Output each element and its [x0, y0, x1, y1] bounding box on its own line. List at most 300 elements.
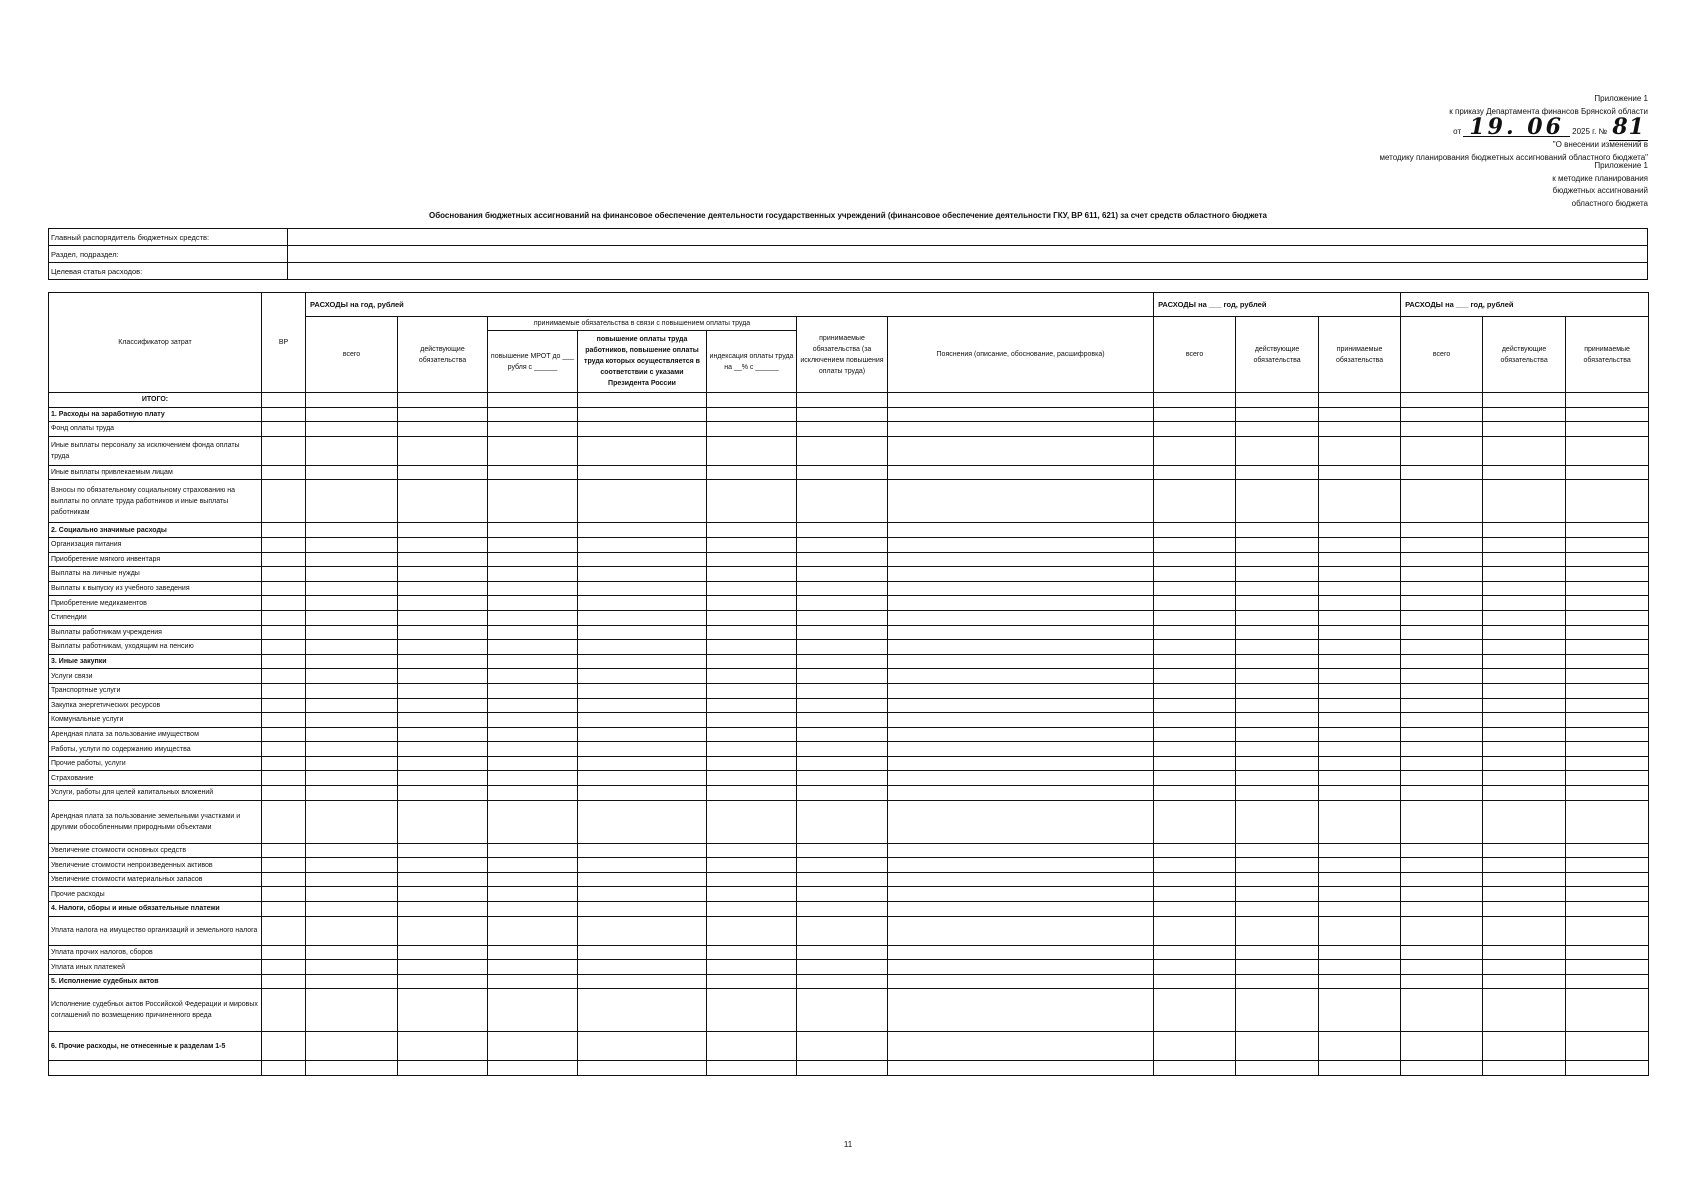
- table-row: [49, 974, 1649, 989]
- table-cell: [488, 916, 578, 945]
- table-cell: [306, 771, 398, 786]
- table-cell: [398, 756, 488, 771]
- table-cell: [1566, 843, 1649, 858]
- table-cell: [888, 858, 1154, 873]
- table-cell: [1566, 945, 1649, 960]
- table-cell: [1319, 756, 1401, 771]
- table-cell: [707, 902, 797, 917]
- row-label: Работы, услуги по содержанию имущества: [49, 742, 262, 757]
- table-cell: [262, 523, 306, 538]
- table-cell: [1154, 610, 1236, 625]
- table-cell: [1154, 640, 1236, 655]
- table-cell: [888, 727, 1154, 742]
- table-cell: [1401, 756, 1483, 771]
- table-cell: [578, 480, 707, 523]
- table-cell: [1401, 1032, 1483, 1061]
- table-cell: [488, 843, 578, 858]
- table-row: [49, 1061, 1649, 1076]
- table-cell: [398, 887, 488, 902]
- table-row: [49, 843, 1649, 858]
- header-presidential: повышение оплаты труда работников, повышение оплаты труда которых осуществляется в соответствии с указами Президента России: [578, 331, 707, 393]
- table-cell: [888, 756, 1154, 771]
- table-cell: [1154, 989, 1236, 1032]
- table-cell: [888, 610, 1154, 625]
- table-cell: [707, 843, 797, 858]
- table-cell: [578, 771, 707, 786]
- table-cell: [1401, 552, 1483, 567]
- row-label: Выплаты работникам, уходящим на пенсию: [49, 640, 262, 655]
- table-cell: [488, 537, 578, 552]
- table-cell: [1236, 945, 1319, 960]
- table-cell: [1154, 683, 1236, 698]
- table-cell: [1401, 393, 1483, 408]
- table-cell: [262, 786, 306, 801]
- table-cell: [488, 581, 578, 596]
- table-cell: [1236, 537, 1319, 552]
- row-label: Прочие работы, услуги: [49, 756, 262, 771]
- table-cell: [1154, 843, 1236, 858]
- table-cell: [488, 465, 578, 480]
- table-cell: [1401, 1061, 1483, 1076]
- table-cell: [797, 800, 888, 843]
- table-cell: [398, 683, 488, 698]
- table-cell: [1319, 567, 1401, 582]
- table-cell: [1401, 698, 1483, 713]
- table-cell: [1566, 1032, 1649, 1061]
- table-cell: [1401, 887, 1483, 902]
- table-row: [49, 422, 1649, 437]
- table-row: [49, 698, 1649, 713]
- table-cell: [1483, 1032, 1566, 1061]
- table-cell: [1319, 786, 1401, 801]
- table-cell: [1154, 465, 1236, 480]
- table-cell: [488, 727, 578, 742]
- table-cell: [1483, 713, 1566, 728]
- table-cell: [262, 552, 306, 567]
- table-cell: [488, 654, 578, 669]
- table-cell: [488, 596, 578, 611]
- row-label: 1. Расходы на заработную плату: [49, 407, 262, 422]
- table-cell: [1319, 610, 1401, 625]
- table-cell: [1483, 537, 1566, 552]
- table-cell: [1483, 436, 1566, 465]
- table-cell: [398, 800, 488, 843]
- table-cell: [707, 596, 797, 611]
- table-cell: [1566, 581, 1649, 596]
- table-cell: [578, 872, 707, 887]
- table-cell: [707, 858, 797, 873]
- table-cell: [1401, 916, 1483, 945]
- table-cell: [578, 960, 707, 975]
- header-vr: ВР: [262, 293, 306, 393]
- table-cell: [1401, 625, 1483, 640]
- table-cell: [398, 610, 488, 625]
- appendix-methodology-line2: к методике планирования: [1552, 173, 1648, 183]
- table-cell: [797, 945, 888, 960]
- row-label: Страхование: [49, 771, 262, 786]
- table-cell: [797, 713, 888, 728]
- table-cell: [1401, 960, 1483, 975]
- table-row: [49, 887, 1649, 902]
- table-cell: [1483, 567, 1566, 582]
- table-row: [49, 960, 1649, 975]
- table-cell: [707, 786, 797, 801]
- row-label: 3. Иные закупки: [49, 654, 262, 669]
- table-cell: [1154, 654, 1236, 669]
- table-cell: [1154, 960, 1236, 975]
- table-cell: [398, 843, 488, 858]
- table-cell: [262, 771, 306, 786]
- table-cell: [306, 742, 398, 757]
- table-cell: [488, 872, 578, 887]
- table-cell: [1566, 858, 1649, 873]
- table-cell: [707, 625, 797, 640]
- table-cell: [888, 669, 1154, 684]
- table-cell: [1236, 698, 1319, 713]
- table-cell: [262, 974, 306, 989]
- table-cell: [797, 596, 888, 611]
- table-cell: [797, 1061, 888, 1076]
- table-cell: [1483, 989, 1566, 1032]
- table-cell: [1483, 960, 1566, 975]
- header-expenses-year-3: РАСХОДЫ на ___ год, рублей: [1401, 293, 1649, 317]
- table-cell: [262, 567, 306, 582]
- table-cell: [306, 596, 398, 611]
- table-cell: [888, 872, 1154, 887]
- table-cell: [797, 742, 888, 757]
- table-cell: [1154, 756, 1236, 771]
- table-cell: [1483, 552, 1566, 567]
- table-row: [49, 902, 1649, 917]
- table-cell: [262, 393, 306, 408]
- table-cell: [1154, 393, 1236, 408]
- table-cell: [262, 742, 306, 757]
- table-cell: [306, 552, 398, 567]
- table-cell: [1401, 654, 1483, 669]
- table-cell: [1566, 698, 1649, 713]
- table-cell: [306, 916, 398, 945]
- info-label-manager: Главный распорядитель бюджетных средств:: [49, 229, 288, 246]
- table-cell: [398, 596, 488, 611]
- table-cell: [1236, 843, 1319, 858]
- table-cell: [306, 872, 398, 887]
- table-cell: [488, 786, 578, 801]
- row-label: Приобретение медикаментов: [49, 596, 262, 611]
- table-cell: [1566, 465, 1649, 480]
- table-cell: [707, 800, 797, 843]
- table-cell: [488, 756, 578, 771]
- table-cell: [306, 407, 398, 422]
- table-cell: [1483, 902, 1566, 917]
- table-cell: [306, 858, 398, 873]
- table-cell: [1236, 742, 1319, 757]
- table-cell: [306, 393, 398, 408]
- table-cell: [1319, 669, 1401, 684]
- handwritten-date: 19. 06: [1463, 118, 1570, 137]
- info-value-cell: [288, 263, 1648, 280]
- info-row: [49, 263, 1648, 280]
- table-cell: [1401, 465, 1483, 480]
- table-cell: [1319, 1032, 1401, 1061]
- table-cell: [1154, 436, 1236, 465]
- table-cell: [707, 945, 797, 960]
- table-cell: [1566, 989, 1649, 1032]
- table-cell: [707, 771, 797, 786]
- table-cell: [1319, 945, 1401, 960]
- table-cell: [1401, 480, 1483, 523]
- table-cell: [1566, 407, 1649, 422]
- table-cell: [797, 786, 888, 801]
- table-cell: [1154, 713, 1236, 728]
- table-cell: [488, 800, 578, 843]
- appendix-methodology-block: [1552, 160, 1648, 210]
- table-cell: [707, 523, 797, 538]
- table-cell: [578, 1061, 707, 1076]
- row-label: Транспортные услуги: [49, 683, 262, 698]
- table-cell: [1319, 523, 1401, 538]
- table-cell: [1236, 625, 1319, 640]
- table-cell: [707, 887, 797, 902]
- table-cell: [578, 742, 707, 757]
- table-cell: [797, 669, 888, 684]
- table-cell: [306, 683, 398, 698]
- table-cell: [488, 742, 578, 757]
- table-cell: [707, 552, 797, 567]
- budget-table: [48, 292, 1649, 1076]
- table-cell: [707, 916, 797, 945]
- table-cell: [1483, 480, 1566, 523]
- table-cell: [797, 407, 888, 422]
- table-cell: [262, 465, 306, 480]
- table-cell: [306, 625, 398, 640]
- table-cell: [1319, 771, 1401, 786]
- table-cell: [797, 654, 888, 669]
- table-cell: [1401, 669, 1483, 684]
- table-cell: [1401, 727, 1483, 742]
- appendix-order-title: Приложение 1: [1594, 94, 1648, 103]
- table-cell: [1401, 974, 1483, 989]
- table-cell: [1566, 669, 1649, 684]
- table-cell: [888, 902, 1154, 917]
- table-cell: [797, 698, 888, 713]
- table-cell: [578, 727, 707, 742]
- page-number: 11: [843, 1140, 853, 1149]
- table-cell: [1319, 436, 1401, 465]
- table-cell: [262, 887, 306, 902]
- table-cell: [1319, 640, 1401, 655]
- table-cell: [262, 756, 306, 771]
- table-cell: [306, 786, 398, 801]
- table-cell: [797, 625, 888, 640]
- header-total-3: всего: [1401, 317, 1483, 393]
- table-cell: [578, 989, 707, 1032]
- table-cell: [398, 625, 488, 640]
- table-cell: [797, 480, 888, 523]
- row-label: Услуги связи: [49, 669, 262, 684]
- table-row: [49, 858, 1649, 873]
- appendix-methodology-title: Приложение 1: [1594, 161, 1648, 170]
- table-cell: [488, 610, 578, 625]
- table-cell: [306, 537, 398, 552]
- row-label: Приобретение мягкого инвентаря: [49, 552, 262, 567]
- table-cell: [1154, 669, 1236, 684]
- table-cell: [888, 786, 1154, 801]
- table-cell: [262, 843, 306, 858]
- table-cell: [1566, 916, 1649, 945]
- table-cell: [306, 567, 398, 582]
- table-cell: [1154, 902, 1236, 917]
- table-cell: [398, 422, 488, 437]
- table-cell: [1154, 974, 1236, 989]
- table-cell: [262, 654, 306, 669]
- table-cell: [797, 567, 888, 582]
- table-cell: [1566, 887, 1649, 902]
- table-cell: [1319, 902, 1401, 917]
- table-cell: [1236, 596, 1319, 611]
- table-cell: [1483, 858, 1566, 873]
- table-cell: [306, 698, 398, 713]
- table-row: [49, 480, 1649, 523]
- row-label: Прочие расходы: [49, 887, 262, 902]
- table-cell: [578, 887, 707, 902]
- table-cell: [1483, 625, 1566, 640]
- table-cell: [888, 1061, 1154, 1076]
- table-cell: [488, 858, 578, 873]
- table-cell: [262, 422, 306, 437]
- table-cell: [578, 625, 707, 640]
- table-cell: [1236, 407, 1319, 422]
- table-cell: [1319, 843, 1401, 858]
- table-cell: [306, 1061, 398, 1076]
- header-accepted-2: принимаемые обязательства: [1319, 317, 1401, 393]
- table-cell: [1236, 393, 1319, 408]
- table-cell: [797, 581, 888, 596]
- table-cell: [488, 887, 578, 902]
- table-cell: [1483, 465, 1566, 480]
- table-cell: [1401, 771, 1483, 786]
- table-cell: [1483, 581, 1566, 596]
- table-cell: [888, 742, 1154, 757]
- table-cell: [578, 537, 707, 552]
- table-cell: [707, 713, 797, 728]
- header-expenses-year-2: РАСХОДЫ на ___ год, рублей: [1154, 293, 1401, 317]
- table-cell: [1236, 800, 1319, 843]
- table-cell: [1566, 742, 1649, 757]
- table-cell: [398, 742, 488, 757]
- table-cell: [1483, 974, 1566, 989]
- table-cell: [1483, 727, 1566, 742]
- table-cell: [1319, 713, 1401, 728]
- table-cell: [888, 436, 1154, 465]
- table-row: [49, 610, 1649, 625]
- header-current-1: действующие обязательства: [398, 317, 488, 393]
- table-cell: [707, 989, 797, 1032]
- table-cell: [1483, 523, 1566, 538]
- table-cell: [707, 537, 797, 552]
- table-cell: [1236, 974, 1319, 989]
- table-cell: [1483, 610, 1566, 625]
- table-cell: [1154, 625, 1236, 640]
- table-cell: [1566, 422, 1649, 437]
- table-cell: [578, 756, 707, 771]
- table-cell: [262, 713, 306, 728]
- table-cell: [1483, 843, 1566, 858]
- table-cell: [306, 713, 398, 728]
- table-cell: [398, 786, 488, 801]
- table-cell: [707, 393, 797, 408]
- table-cell: [707, 422, 797, 437]
- table-cell: [1319, 989, 1401, 1032]
- row-label: 5. Исполнение судебных актов: [49, 974, 262, 989]
- table-cell: [797, 683, 888, 698]
- header-total-1: всего: [306, 317, 398, 393]
- row-label: Выплаты к выпуску из учебного заведения: [49, 581, 262, 596]
- table-cell: [306, 843, 398, 858]
- row-label: Услуги, работы для целей капитальных вложений: [49, 786, 262, 801]
- table-cell: [488, 683, 578, 698]
- table-cell: [1319, 581, 1401, 596]
- table-cell: [398, 654, 488, 669]
- table-cell: [578, 523, 707, 538]
- table-cell: [398, 698, 488, 713]
- header-classifier: Классификатор затрат: [49, 293, 262, 393]
- table-cell: [488, 625, 578, 640]
- table-cell: [578, 581, 707, 596]
- table-cell: [1154, 786, 1236, 801]
- table-cell: [398, 945, 488, 960]
- table-cell: [1319, 698, 1401, 713]
- table-cell: [888, 698, 1154, 713]
- table-cell: [1236, 727, 1319, 742]
- table-cell: [1483, 393, 1566, 408]
- header-expenses-year-1: РАСХОДЫ на год, рублей: [306, 293, 1154, 317]
- table-cell: [1154, 771, 1236, 786]
- table-cell: [707, 742, 797, 757]
- table-row: [49, 713, 1649, 728]
- table-cell: [398, 974, 488, 989]
- table-cell: [398, 989, 488, 1032]
- table-cell: [707, 436, 797, 465]
- table-cell: [488, 567, 578, 582]
- table-cell: [707, 581, 797, 596]
- table-cell: [578, 393, 707, 408]
- table-cell: [578, 552, 707, 567]
- table-cell: [707, 654, 797, 669]
- info-table: [48, 228, 1648, 280]
- table-cell: [888, 1032, 1154, 1061]
- table-cell: [578, 669, 707, 684]
- table-cell: [1319, 393, 1401, 408]
- table-cell: [398, 713, 488, 728]
- table-cell: [488, 436, 578, 465]
- table-cell: [488, 669, 578, 684]
- table-row: [49, 771, 1649, 786]
- table-cell: [306, 800, 398, 843]
- table-cell: [1236, 989, 1319, 1032]
- table-cell: [488, 552, 578, 567]
- info-row: [49, 229, 1648, 246]
- info-row: [49, 246, 1648, 263]
- table-cell: [1401, 843, 1483, 858]
- table-row: [49, 872, 1649, 887]
- header-explanation: Пояснения (описание, обоснование, расшифровка): [888, 317, 1154, 393]
- table-cell: [262, 669, 306, 684]
- table-cell: [797, 610, 888, 625]
- table-cell: [888, 989, 1154, 1032]
- table-cell: [306, 669, 398, 684]
- table-cell: [1236, 465, 1319, 480]
- table-cell: [398, 916, 488, 945]
